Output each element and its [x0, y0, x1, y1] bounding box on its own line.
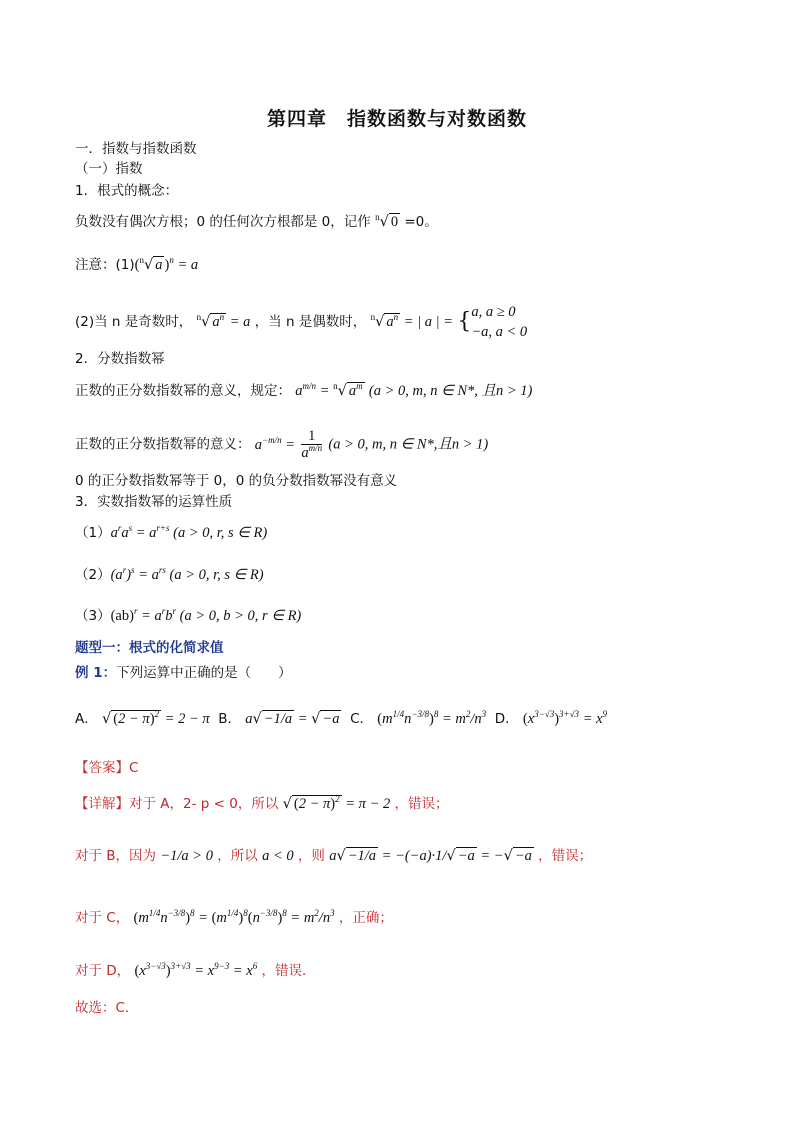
rule-3: $(3)(ab)^r = a^rb^r$ (a > 0, b > 0, r ∈ R) — [75, 606, 302, 624]
subsection-heading: （一）指数 — [75, 161, 143, 177]
exponent-rules-heading: 3．实数指数幂的运算性质 — [75, 494, 233, 510]
detail-d: 对于 D， $(x^{3-√3})^{3+√3} = x^{9-3} = x^6$ ，错误． — [75, 961, 316, 979]
answer-line: 【答案】C — [75, 760, 139, 776]
radical-heading: 1．根式的概念： — [75, 183, 179, 199]
rule-1: $(1)a^ra^s = a^{r+s}$ (a > 0, r, s ∈ R) — [75, 523, 268, 541]
positive-fraction-exponent: 正数的正分数指数幂的意义，规定： $a^{m/n} = ^n√$ $a^m$ (a > 0, m, n ∈ N*, 且n > 1) — [75, 381, 533, 399]
question-type-heading: 题型一：根式的化简求值 — [75, 640, 224, 656]
fraction-exponent-heading: 2．分数指数幂 — [75, 351, 165, 367]
example-question: 例 1：下列运算中正确的是（ ） — [75, 665, 292, 681]
example-options: A． √ $(2 - \pi)^2 = 2 - \pi$ B． a√ −1/a = √ −a C． $(m^{1/4}n^{-3/8})^8 = m^2/n^3$ D． $(x^{3-√3})^{3+√3} = x^9$ — [75, 709, 608, 727]
negative-fraction-exponent: 正数的正分数指数幂的意义： $a^{-m/n}$ = $\frac{1}{a^{m/n}}$ (a > 0, m, n ∈ N*,且n > 1) — [75, 428, 489, 461]
conclusion: 故选：C． — [75, 1000, 139, 1016]
detail-a: 【详解】对于 A，2- p < 0，所以 √ $(2 - \pi)^2 = \pi - 2$ ，错误； — [75, 794, 449, 812]
detail-c: 对于 C， $(m^{1/4}n^{-3/8})^8 = (m^{1/4})^8(n^{-3/8})^8 = m^2/n^3$ ，正确； — [75, 908, 393, 926]
zero-fraction-exponent: 0 的正分数指数幂等于 0，0 的负分数指数幂没有意义 — [75, 473, 398, 489]
note-1: 注意：(1)($^n$√ a )$^n$ = a — [75, 255, 199, 273]
radical-definition: 负数没有偶次方根；0 的任何次方根都是 0，记作 $^n$√ 0 =0。 — [75, 212, 438, 230]
section-heading: 一．指数与指数函数 — [75, 141, 197, 157]
note-2: (2)当 n 是奇数时， $^n$√ $a^n = a$ ，当 n 是偶数时， $^n$√ $a^n$ = | a | = { a, a ≥ 0 −a, a < 0 — [75, 304, 528, 340]
page-title: 第四章 指数函数与对数函数 — [266, 108, 527, 130]
rule-2: $(2)(a^r)^s = a^{rs}$ (a > 0, r, s ∈ R) — [75, 565, 264, 583]
detail-b: 对于 B，因为 −1/a > 0 ，所以 a < 0 ，则 a√ −1/a = −(−a)·1/√ −a = −√ −a ，错误； — [75, 848, 593, 864]
